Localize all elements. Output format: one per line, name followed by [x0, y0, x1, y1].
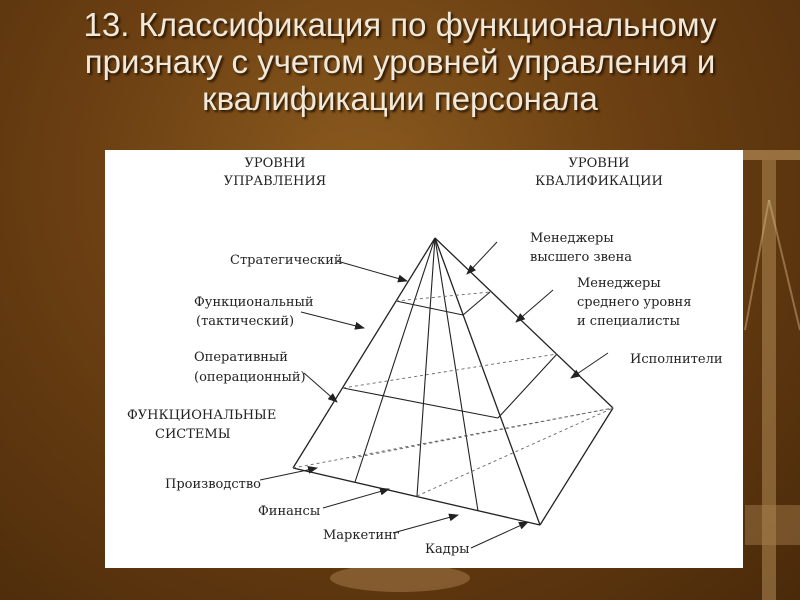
label-middle-managers-line1: Менеджеры — [577, 276, 661, 291]
arrow-executors — [571, 353, 608, 378]
label-production: Производство — [165, 477, 262, 492]
arrow-finance — [323, 489, 389, 508]
label-functional-line1: Функциональный — [194, 295, 314, 310]
pyramid-level-sections — [343, 292, 557, 418]
header-qualification-line1: УРОВНИ — [568, 156, 630, 171]
arrow-hr — [471, 522, 528, 548]
label-middle-managers-line3: и специалисты — [577, 314, 680, 329]
pyramid-hidden-edges — [293, 408, 613, 468]
arrow-operational — [304, 373, 337, 402]
label-top-managers-line1: Менеджеры — [530, 231, 614, 246]
arrow-production — [260, 468, 317, 480]
pyramid-division-lines — [355, 238, 478, 511]
arrow-marketing — [393, 515, 458, 533]
label-middle-managers-line2: среднего уровня — [577, 295, 692, 310]
label-marketing: Маркетинг — [323, 528, 400, 543]
label-executors: Исполнители — [630, 352, 723, 367]
pyramid-outline — [293, 238, 613, 525]
label-functional-line2: (тактический) — [196, 314, 295, 329]
label-operational-line2: (операционный) — [194, 370, 306, 385]
arrow-functional — [301, 312, 364, 328]
header-management-line1: УРОВНИ — [244, 156, 306, 171]
arrow-middle-managers — [516, 290, 553, 322]
label-operational-line1: Оперативный — [194, 350, 288, 365]
diagram-panel — [105, 150, 743, 568]
header-management-line2: УПРАВЛЕНИЯ — [223, 174, 327, 189]
pyramid-diagram — [105, 150, 743, 568]
label-finance: Финансы — [258, 504, 321, 519]
label-strategic: Стратегический — [230, 253, 343, 268]
arrow-top-managers — [467, 242, 497, 274]
slide-title: 13. Классификация по функциональному признаку с учетом уровней управления и квалификации персонала — [83, 6, 717, 117]
label-hr: Кадры — [425, 542, 470, 557]
label-top-managers-line2: высшего звена — [530, 250, 633, 265]
arrow-strategic — [337, 261, 407, 281]
label-systems-line1: ФУНКЦИОНАЛЬНЫЕ — [127, 408, 277, 423]
header-qualification-line2: КВАЛИФИКАЦИИ — [535, 174, 663, 189]
label-systems-line2: СИСТЕМЫ — [155, 427, 231, 442]
